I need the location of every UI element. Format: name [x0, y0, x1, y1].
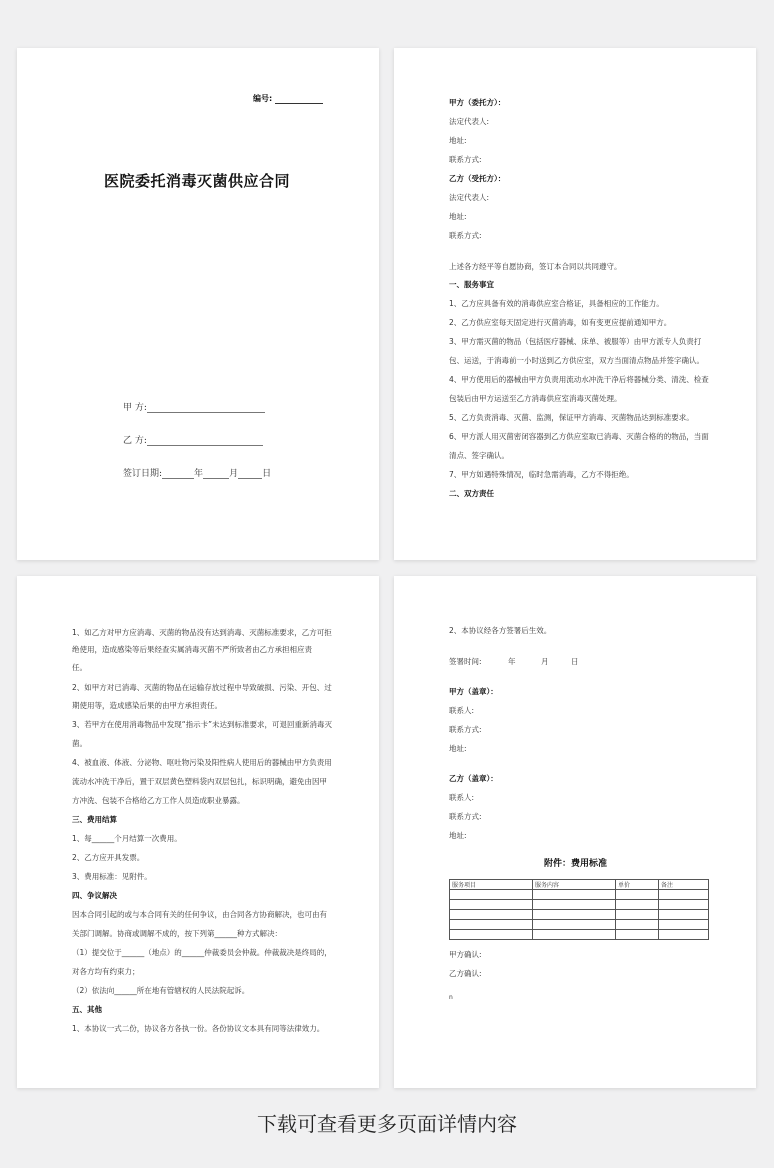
paragraph-line: 包装后由甲方运送至乙方消毒供应室消毒灭菌处理。 — [449, 394, 622, 403]
sign-year-label: 年 — [508, 657, 516, 666]
paragraph-line: 菌。 — [72, 739, 87, 748]
sign-month-label: 月 — [541, 657, 549, 666]
party-a-heading: 甲方（委托方）： — [449, 98, 506, 107]
party-b-blank — [147, 436, 263, 446]
paragraph-line: 6、甲方派人用灭菌密闭容器到乙方供应室取已消毒、灭菌合格的的物品，当面 — [449, 432, 709, 441]
paragraph-line: 对各方均有约束力； — [72, 967, 140, 976]
sign-date-label: 签订日期: — [123, 469, 163, 479]
paragraph-line: 3、若甲方在使用消毒物品中发现“指示卡”未达到标准要求，可退回重新消毒灭 — [72, 720, 333, 729]
contract-page-2 — [394, 48, 756, 560]
paragraph-line: 联系方式: — [449, 231, 482, 240]
table-row — [450, 890, 709, 900]
sign-time-label: 签署时间: — [449, 657, 482, 666]
party-a-label: 甲 方: — [123, 403, 147, 413]
paragraph-line: 2、乙方供应室每天固定进行灭菌消毒，如有变更应提前通知甲方。 — [449, 318, 672, 327]
contract-number — [253, 93, 323, 104]
table-row — [450, 910, 709, 920]
contract-number-label: 编号: — [253, 94, 273, 103]
party-a-confirm: 甲方确认: — [449, 950, 482, 959]
paragraph-line: 联系方式: — [449, 155, 482, 164]
year-blank — [162, 469, 194, 479]
party-b-address: 地址: — [449, 831, 467, 840]
paragraph-line: 任。 — [72, 663, 87, 672]
paragraph-line: 4、甲方使用后的器械由甲方负责用流动水冲洗干净后将器械分类、清洗、检查 — [449, 375, 709, 384]
paragraph-line: 7、甲方如遇特殊情况，临时急需消毒，乙方不得拒绝。 — [449, 470, 634, 479]
paragraph-line: 地址: — [449, 136, 467, 145]
contract-page-3 — [17, 576, 379, 1088]
party-b-contact-method: 联系方式: — [449, 812, 482, 821]
paragraph-line: 上述各方经平等自愿协商，签订本合同以共同遵守。 — [449, 262, 622, 271]
fee-table-header: 服务项目 — [450, 880, 533, 890]
month-label: 月 — [229, 469, 239, 479]
paragraph-line: 1、如乙方对甲方应消毒、灭菌的物品没有达到消毒、灭菌标准要求，乙方可拒 — [72, 628, 332, 637]
section-heading: 四、争议解决 — [72, 891, 117, 900]
table-row — [450, 930, 709, 940]
party-a-seal-heading: 甲方（盖章）： — [449, 687, 498, 696]
paragraph-line: 3、甲方需灭菌的物品（包括医疗器械、床单、被服等）由甲方派专人负责打 — [449, 337, 702, 346]
day-blank — [238, 469, 262, 479]
fee-table-header-row — [450, 880, 709, 890]
paragraph-line: 2、如甲方对已消毒、灭菌的物品在运输存放过程中导致破损、污染、开包、过 — [72, 683, 332, 692]
paragraph-line: 地址: — [449, 212, 467, 221]
party-a-address: 地址: — [449, 744, 467, 753]
party-b-confirm: 乙方确认: — [449, 969, 482, 978]
section-heading: 五、其他 — [72, 1005, 102, 1014]
section-heading: 二、双方责任 — [449, 489, 494, 498]
party-b-line — [123, 433, 263, 446]
cover-page — [17, 48, 379, 560]
paragraph-line: 法定代表人: — [449, 193, 490, 202]
party-a-contact-person: 联系人: — [449, 706, 475, 715]
paragraph-line: 期使用等，造成感染后果的由甲方承担责任。 — [72, 701, 222, 710]
contract-title: 医院委托消毒灭菌供应合同 — [104, 172, 291, 190]
paragraph-line: 5、乙方负责消毒、灭菌、监测，保证甲方消毒、灭菌物品达到标准要求。 — [449, 413, 694, 422]
footer-caption: 下载可查看更多页面详情内容 — [257, 1112, 517, 1136]
paragraph-line: 方冲洗、包装不合格给乙方工作人员造成职业暴露。 — [72, 796, 245, 805]
paragraph-line: 法定代表人: — [449, 117, 490, 126]
paragraph-line: 流动水冲洗干净后，置于双层黄色塑料袋内双层包扎，标识明确，避免由因甲 — [72, 777, 327, 786]
sign-date-line — [123, 466, 271, 479]
year-label: 年 — [194, 469, 204, 479]
paragraph-line: 1、每______个月结算一次费用。 — [72, 834, 182, 843]
party-a-line — [123, 400, 265, 413]
party-b-heading: 乙方（受托方）： — [449, 174, 506, 183]
fee-table-header: 备注 — [659, 880, 709, 890]
fee-table-header: 服务内容 — [533, 880, 616, 890]
table-row — [450, 920, 709, 930]
stray-mark: n — [449, 994, 453, 1001]
party-b-contact-person: 联系人: — [449, 793, 475, 802]
paragraph-line: 绝使用，造成感染等后果经查实属消毒灭菌不严所致者由乙方承担相应责 — [72, 645, 312, 654]
paragraph-line: 4、被血液、体液、分泌物、呕吐物污染及阳性病人使用后的器械由甲方负责用 — [72, 758, 332, 767]
sign-day-label: 日 — [571, 657, 579, 666]
section-heading: 三、费用结算 — [72, 815, 117, 824]
fee-table-header: 单价 — [616, 880, 659, 890]
paragraph-line: 1、本协议一式二份，协议各方各执一份。各份协议文本具有同等法律效力。 — [72, 1024, 325, 1033]
party-b-label: 乙 方: — [123, 436, 147, 446]
fee-table — [449, 879, 709, 940]
effective-clause: 2、本协议经各方签署后生效。 — [449, 626, 552, 635]
attachment-title: 附件：费用标准 — [544, 859, 608, 869]
paragraph-line: （1）提交位于______（地点）的______仲裁委员会仲裁。仲裁裁决是终局的， — [72, 948, 332, 957]
paragraph-line: （2）依法向______所在地有管辖权的人民法院起诉。 — [72, 986, 250, 995]
day-label: 日 — [262, 469, 272, 479]
paragraph-line: 关部门调解。协商或调解不成的，按下列第______种方式解决： — [72, 929, 282, 938]
paragraph-line: 因本合同引起的或与本合同有关的任何争议，由合同各方协商解决，也可由有 — [72, 910, 327, 919]
contract-number-blank — [275, 94, 323, 104]
paragraph-line: 1、乙方应具备有效的消毒供应室合格证，具备相应的工作能力。 — [449, 299, 664, 308]
section-heading: 一、服务事宜 — [449, 280, 494, 289]
party-a-contact-method: 联系方式: — [449, 725, 482, 734]
party-a-blank — [147, 403, 265, 413]
table-row — [450, 900, 709, 910]
paragraph-line: 清点、签字确认。 — [449, 451, 509, 460]
paragraph-line: 包、运送，于消毒前一小时送到乙方供应室，双方当面清点物品并签字确认。 — [449, 356, 704, 365]
party-b-seal-heading: 乙方（盖章）： — [449, 774, 498, 783]
paragraph-line: 3、费用标准：见附件。 — [72, 872, 152, 881]
paragraph-line: 2、乙方应开具发票。 — [72, 853, 145, 862]
month-blank — [203, 469, 229, 479]
contract-page-4 — [394, 576, 756, 1088]
